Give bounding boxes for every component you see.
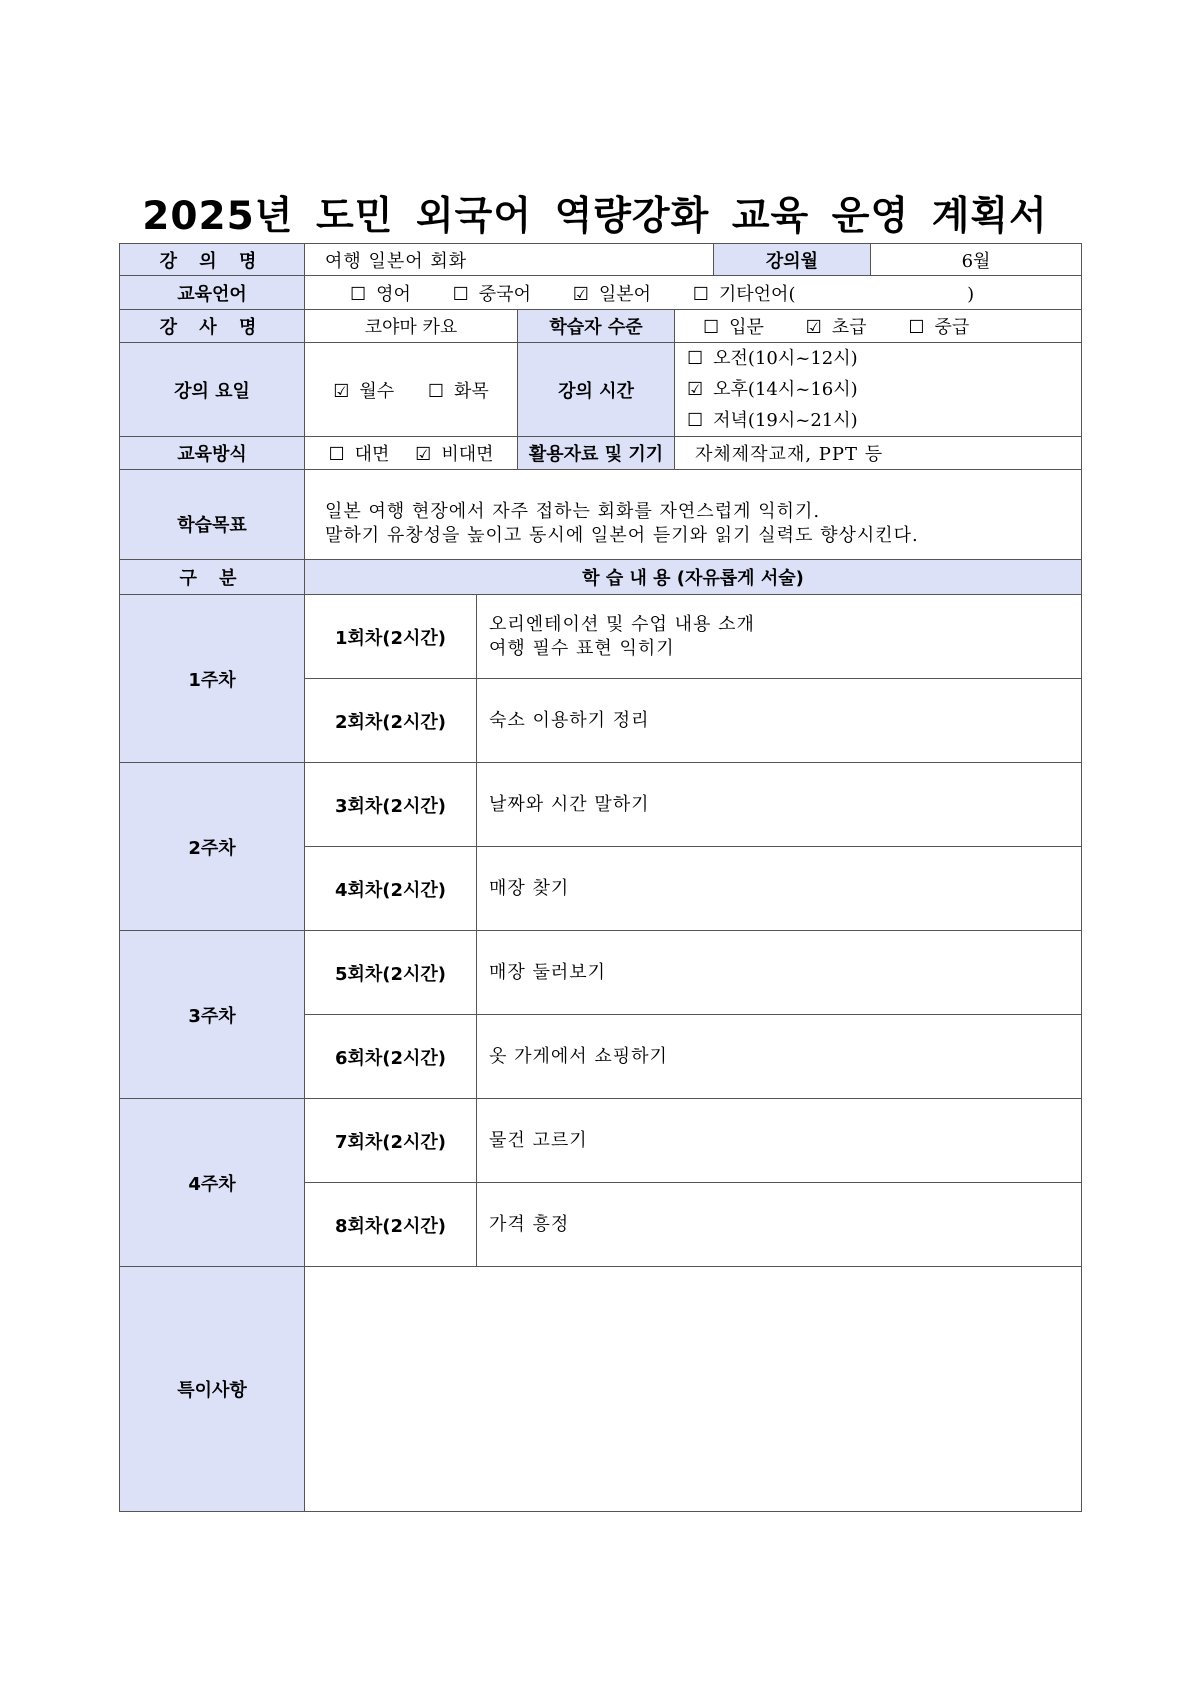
instructor-value: 코야마 카요 bbox=[305, 310, 518, 343]
option-chinese[interactable] bbox=[453, 280, 531, 306]
goal-label: 학습목표 bbox=[120, 470, 305, 578]
session-content bbox=[477, 595, 1082, 679]
option-tue-thu[interactable] bbox=[428, 377, 489, 403]
option-beginner[interactable] bbox=[703, 313, 764, 339]
week-label: 1주차 bbox=[120, 595, 305, 763]
checkbox-checked-icon[interactable]: ☑ bbox=[333, 380, 350, 402]
notes-field[interactable] bbox=[305, 1267, 1082, 1512]
option-label: 중급 bbox=[934, 317, 970, 338]
checkbox-icon[interactable]: ☐ bbox=[452, 283, 469, 305]
language-label: 교육언어 bbox=[120, 276, 305, 310]
notes-label: 특이사항 bbox=[120, 1267, 305, 1512]
option-label: 오전(10시~12시) bbox=[713, 348, 858, 369]
session-label: 3회차(2시간) bbox=[305, 763, 477, 847]
checkbox-checked-icon[interactable]: ☑ bbox=[805, 317, 822, 338]
checkbox-icon[interactable]: ☐ bbox=[350, 283, 367, 305]
session-content: 옷 가게에서 쇼핑하기 bbox=[477, 1015, 1082, 1099]
option-label: 기타언어( ) bbox=[718, 283, 975, 305]
option-label: 오후(14시~16시) bbox=[713, 379, 858, 400]
session-label: 8회차(2시간) bbox=[305, 1183, 477, 1267]
option-label: 초급 bbox=[831, 317, 867, 338]
session-label: 6회차(2시간) bbox=[305, 1015, 477, 1099]
goal-line: 말하기 유창성을 높이고 동시에 일본어 듣기와 읽기 실력도 향상시킨다. bbox=[325, 524, 919, 546]
info-table bbox=[119, 243, 1082, 578]
schedule-header-category: 구 분 bbox=[120, 560, 305, 595]
content-line: 여행 필수 표현 익히기 bbox=[489, 637, 675, 659]
course-name-label: 강 의 명 bbox=[120, 244, 305, 276]
checkbox-icon[interactable]: ☐ bbox=[427, 380, 444, 402]
checkbox-icon[interactable]: ☐ bbox=[687, 348, 704, 369]
level-label: 학습자 수준 bbox=[518, 310, 675, 343]
option-mon-wed[interactable] bbox=[333, 377, 394, 403]
session-label: 4회차(2시간) bbox=[305, 847, 477, 931]
content-line: 오리엔테이션 및 수업 내용 소개 bbox=[489, 613, 755, 635]
option-label: 입문 bbox=[729, 317, 764, 338]
option-label: 저녁(19시~21시) bbox=[713, 410, 858, 431]
option-english[interactable] bbox=[350, 280, 411, 306]
session-content: 물건 고르기 bbox=[477, 1099, 1082, 1183]
week-label: 2주차 bbox=[120, 763, 305, 931]
option-in-person[interactable] bbox=[329, 440, 390, 466]
session-label: 2회차(2시간) bbox=[305, 679, 477, 763]
checkbox-checked-icon[interactable]: ☑ bbox=[415, 444, 432, 465]
session-content: 가격 흥정 bbox=[477, 1183, 1082, 1267]
session-content: 숙소 이용하기 정리 bbox=[477, 679, 1082, 763]
day-label: 강의 요일 bbox=[120, 343, 305, 437]
session-label: 5회차(2시간) bbox=[305, 931, 477, 1015]
checkbox-checked-icon[interactable]: ☑ bbox=[687, 379, 704, 400]
month-label: 강의월 bbox=[714, 244, 871, 276]
checkbox-icon[interactable]: ☐ bbox=[328, 444, 345, 465]
time-label: 강의 시간 bbox=[518, 343, 675, 437]
option-japanese[interactable] bbox=[573, 280, 651, 306]
day-options bbox=[305, 343, 518, 437]
option-label: 대면 bbox=[354, 444, 390, 465]
level-options bbox=[675, 310, 1082, 343]
option-label: 화목 bbox=[454, 380, 489, 402]
option-label: 월수 bbox=[359, 380, 395, 402]
session-content: 날짜와 시간 말하기 bbox=[477, 763, 1082, 847]
checkbox-icon[interactable]: ☐ bbox=[687, 410, 704, 431]
method-label: 교육방식 bbox=[120, 437, 305, 470]
goal-line: 일본 여행 현장에서 자주 접하는 회화를 자연스럽게 익히기. bbox=[325, 500, 821, 522]
option-label: 영어 bbox=[376, 283, 411, 305]
option-label: 중국어 bbox=[478, 283, 531, 305]
schedule-table bbox=[119, 559, 1082, 1512]
option-afternoon[interactable] bbox=[687, 374, 858, 405]
session-content: 매장 찾기 bbox=[477, 847, 1082, 931]
option-morning[interactable] bbox=[687, 343, 858, 374]
course-name-value: 여행 일본어 회화 bbox=[305, 244, 714, 276]
materials-label: 활용자료 및 기기 bbox=[518, 437, 675, 470]
checkbox-checked-icon[interactable]: ☑ bbox=[572, 283, 589, 305]
page-title: 2025년 도민 외국어 역량강화 교육 운영 계획서 bbox=[142, 194, 1048, 239]
session-label: 1회차(2시간) bbox=[305, 595, 477, 679]
session-content: 매장 둘러보기 bbox=[477, 931, 1082, 1015]
materials-value: 자체제작교재, PPT 등 bbox=[675, 437, 1082, 470]
option-elementary[interactable] bbox=[806, 313, 867, 339]
checkbox-icon[interactable]: ☐ bbox=[908, 317, 925, 338]
checkbox-icon[interactable]: ☐ bbox=[703, 317, 720, 338]
session-label: 7회차(2시간) bbox=[305, 1099, 477, 1183]
week-label: 4주차 bbox=[120, 1099, 305, 1267]
instructor-label: 강 사 명 bbox=[120, 310, 305, 343]
checkbox-icon[interactable]: ☐ bbox=[692, 283, 709, 305]
schedule-header-content: 학 습 내 용 (자유롭게 서술) bbox=[305, 560, 1082, 595]
option-intermediate[interactable] bbox=[908, 313, 969, 339]
option-label: 비대면 bbox=[441, 444, 494, 465]
week-label: 3주차 bbox=[120, 931, 305, 1099]
option-evening[interactable] bbox=[687, 405, 858, 436]
month-value: 6월 bbox=[871, 244, 1082, 276]
option-online[interactable] bbox=[415, 440, 493, 466]
option-label: 일본어 bbox=[598, 283, 652, 305]
language-options bbox=[305, 276, 1082, 310]
option-other-language[interactable] bbox=[693, 280, 974, 306]
method-options bbox=[305, 437, 518, 470]
time-options bbox=[675, 343, 1082, 437]
